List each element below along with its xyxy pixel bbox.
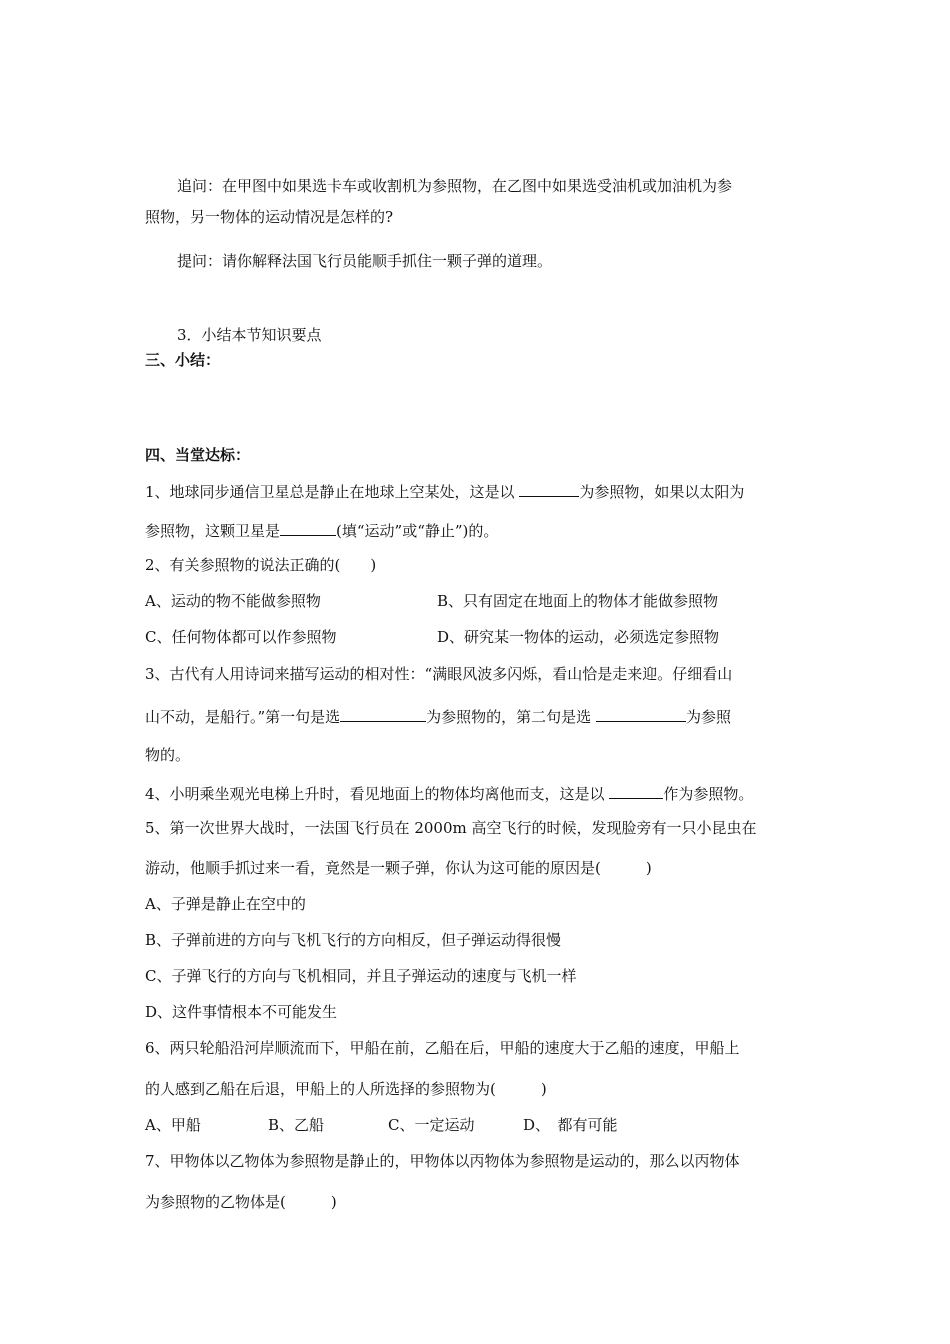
question-1-text-a: 1、地球同步通信卫星总是静止在地球上空某处，这是以 [145,483,520,501]
question-2-option-c: C、任何物体都可以作参照物 [145,628,337,646]
question-4-text-a: 4、小明乘坐观光电梯上升时，看见地面上的物体均离他而支，这是以 [145,785,610,803]
question-3-text-b: 山不动，是船行。”第一句是选 [145,708,341,726]
question-2-option-d: D、研究某一物体的运动，必须选定参照物 [437,628,720,646]
question-1-line-1 [145,480,744,502]
question-4 [145,782,753,804]
question-6-option-b: B、乙船 [268,1116,325,1134]
question-1-text-c: 参照物，这颗卫星是 [145,522,281,540]
question-3-line-3: 物的。 [145,746,191,764]
question-6-line-2: 的人感到乙船在后退，甲船上的人所选择的参照物为( ) [145,1080,547,1098]
question-1-line-2 [145,519,498,541]
question-7-line-1: 7、甲物体以乙物体为参照物是静止的，甲物体以丙物体为参照物是运动的，那么以丙物体 [145,1152,740,1170]
question-6-line-1: 6、两只轮船沿河岸顺流而下，甲船在前，乙船在后，甲船的速度大于乙船的速度，甲船上 [145,1039,740,1057]
question-2-option-a: A、运动的物不能做参照物 [145,592,321,610]
followup-line-1: 追问：在甲图中如果选卡车或收割机为参照物，在乙图中如果选受油机或加油机为参 [177,177,733,195]
followup-line-2: 照物，另一物体的运动情况是怎样的? [145,208,394,226]
question-5-option-a: A、子弹是静止在空中的 [145,895,306,913]
question-3-line-1: 3、古代有人用诗词来描写运动的相对性：“满眼风波多闪烁，看山恰是走来迎。仔细看山 [145,665,733,683]
question-3-text-d: 为参照 [685,708,731,726]
ask-question: 提问：请你解释法国飞行员能顺手抓住一颗子弹的道理。 [177,252,553,270]
question-2-stem: 2、有关参照物的说法正确的( ) [145,556,377,574]
question-1-text-b: 为参照物，如果以太阳为 [579,483,745,501]
question-4-text-b: 作为参照物。 [663,785,754,803]
section-heading-summary: 三、小结： [145,351,221,369]
question-3-line-2 [145,705,731,727]
question-5-line-1: 5、第一次世界大战时，一法国飞行员在 2000m 高空飞行的时候，发现脸旁有一只小昆虫在 [145,819,757,837]
section-heading-exercises: 四、当堂达标： [145,446,251,464]
question-6-option-d: D、 都有可能 [523,1116,618,1134]
answer-blank[interactable] [609,782,663,799]
question-2-option-b: B、只有固定在地面上的物体才能做参照物 [437,592,719,610]
question-3-text-c: 为参照物的，第二句是选 [426,708,596,726]
answer-blank[interactable] [280,519,336,536]
answer-blank[interactable] [340,705,426,722]
question-5-option-c: C、子弹飞行的方向与飞机相同，并且子弹运动的速度与飞机一样 [145,967,577,985]
answer-blank[interactable] [596,705,686,722]
answer-blank[interactable] [519,480,579,497]
question-6-option-c: C、一定运动 [388,1116,475,1134]
question-6-option-a: A、甲船 [145,1116,201,1134]
question-5-option-d: D、这件事情根本不可能发生 [145,1003,338,1021]
question-5-line-2: 游动，他顺手抓过来一看，竟然是一颗子弹，你认为这可能的原因是( ) [145,859,652,877]
summary-point: 3．小结本节知识要点 [177,326,322,344]
question-7-line-2: 为参照物的乙物体是( ) [145,1193,337,1211]
question-5-option-b: B、子弹前进的方向与飞机飞行的方向相反，但子弹运动得很慢 [145,931,562,949]
question-1-text-d: (填“运动”或“静止”)的。 [336,522,499,540]
